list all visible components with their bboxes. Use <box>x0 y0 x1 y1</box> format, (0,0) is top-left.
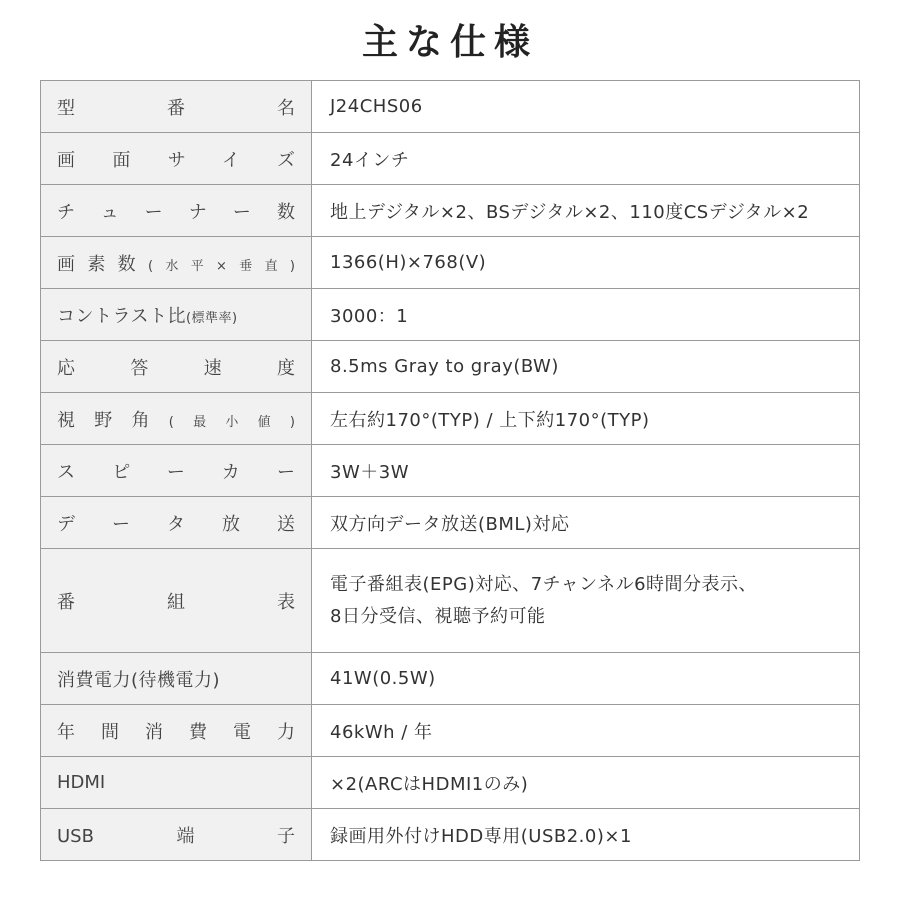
spec-value: 24インチ <box>312 133 860 185</box>
spec-value: 41W(0.5W) <box>312 653 860 705</box>
spec-value: 3000：1 <box>312 289 860 341</box>
spec-label <box>41 289 312 341</box>
spec-label: 番組表 <box>41 549 312 653</box>
spec-value: 左右約170°(TYP) / 上下約170°(TYP) <box>312 393 860 445</box>
spec-row-data-broadcast <box>41 497 860 549</box>
spec-label-note: (最小値) <box>168 414 295 430</box>
spec-label: 応答速度 <box>41 341 312 393</box>
spec-value: 3W＋3W <box>312 445 860 497</box>
spec-label-note: (標準率) <box>185 310 238 326</box>
spec-label: 型番名 <box>41 81 312 133</box>
spec-value-line: 電子番組表(EPG)対応、7チャンネル6時間分表示、 <box>330 573 758 595</box>
page-title: 主な仕様 <box>361 21 538 63</box>
spec-label-main: コントラスト比 <box>57 305 186 327</box>
spec-row-screen-size <box>41 133 860 185</box>
spec-label-note: (水平×垂直) <box>147 258 295 274</box>
spec-label: チューナー数 <box>41 185 312 237</box>
spec-value: 8.5ms Gray to gray(BW) <box>312 341 860 393</box>
spec-label: 消費電力(待機電力) <box>41 653 312 705</box>
spec-value: 地上デジタル×2、BSデジタル×2、110度CSデジタル×2 <box>312 185 860 237</box>
spec-value: 録画用外付けHDD専用(USB2.0)×1 <box>312 809 860 861</box>
spec-value <box>312 549 860 653</box>
spec-row-program-guide <box>41 549 860 653</box>
spec-row-response-time <box>41 341 860 393</box>
spec-value: 1366(H)×768(V) <box>312 237 860 289</box>
spec-row-power <box>41 653 860 705</box>
spec-value: J24CHS06 <box>312 81 860 133</box>
spec-row-model <box>41 81 860 133</box>
spec-row-speaker <box>41 445 860 497</box>
spec-label: スピーカー <box>41 445 312 497</box>
spec-value: 46kWh / 年 <box>312 705 860 757</box>
spec-value: ×2(ARCはHDMI1のみ) <box>312 757 860 809</box>
spec-row-contrast <box>41 289 860 341</box>
spec-label: 年間消費電力 <box>41 705 312 757</box>
spec-value: 双方向データ放送(BML)対応 <box>312 497 860 549</box>
spec-row-tuners <box>41 185 860 237</box>
spec-label-main: 画素数 <box>57 253 148 275</box>
spec-value-line: 8日分受信、視聴予約可能 <box>330 605 546 627</box>
spec-label: 画面サイズ <box>41 133 312 185</box>
spec-row-viewing-angle <box>41 393 860 445</box>
spec-label <box>41 393 312 445</box>
spec-row-usb <box>41 809 860 861</box>
spec-row-resolution <box>41 237 860 289</box>
spec-label: USB端子 <box>41 809 312 861</box>
spec-table <box>40 80 860 861</box>
spec-label: HDMI <box>41 757 312 809</box>
spec-row-annual-power <box>41 705 860 757</box>
spec-label <box>41 237 312 289</box>
spec-label: データ放送 <box>41 497 312 549</box>
spec-row-hdmi <box>41 757 860 809</box>
spec-label-main: 視野角 <box>57 409 169 431</box>
